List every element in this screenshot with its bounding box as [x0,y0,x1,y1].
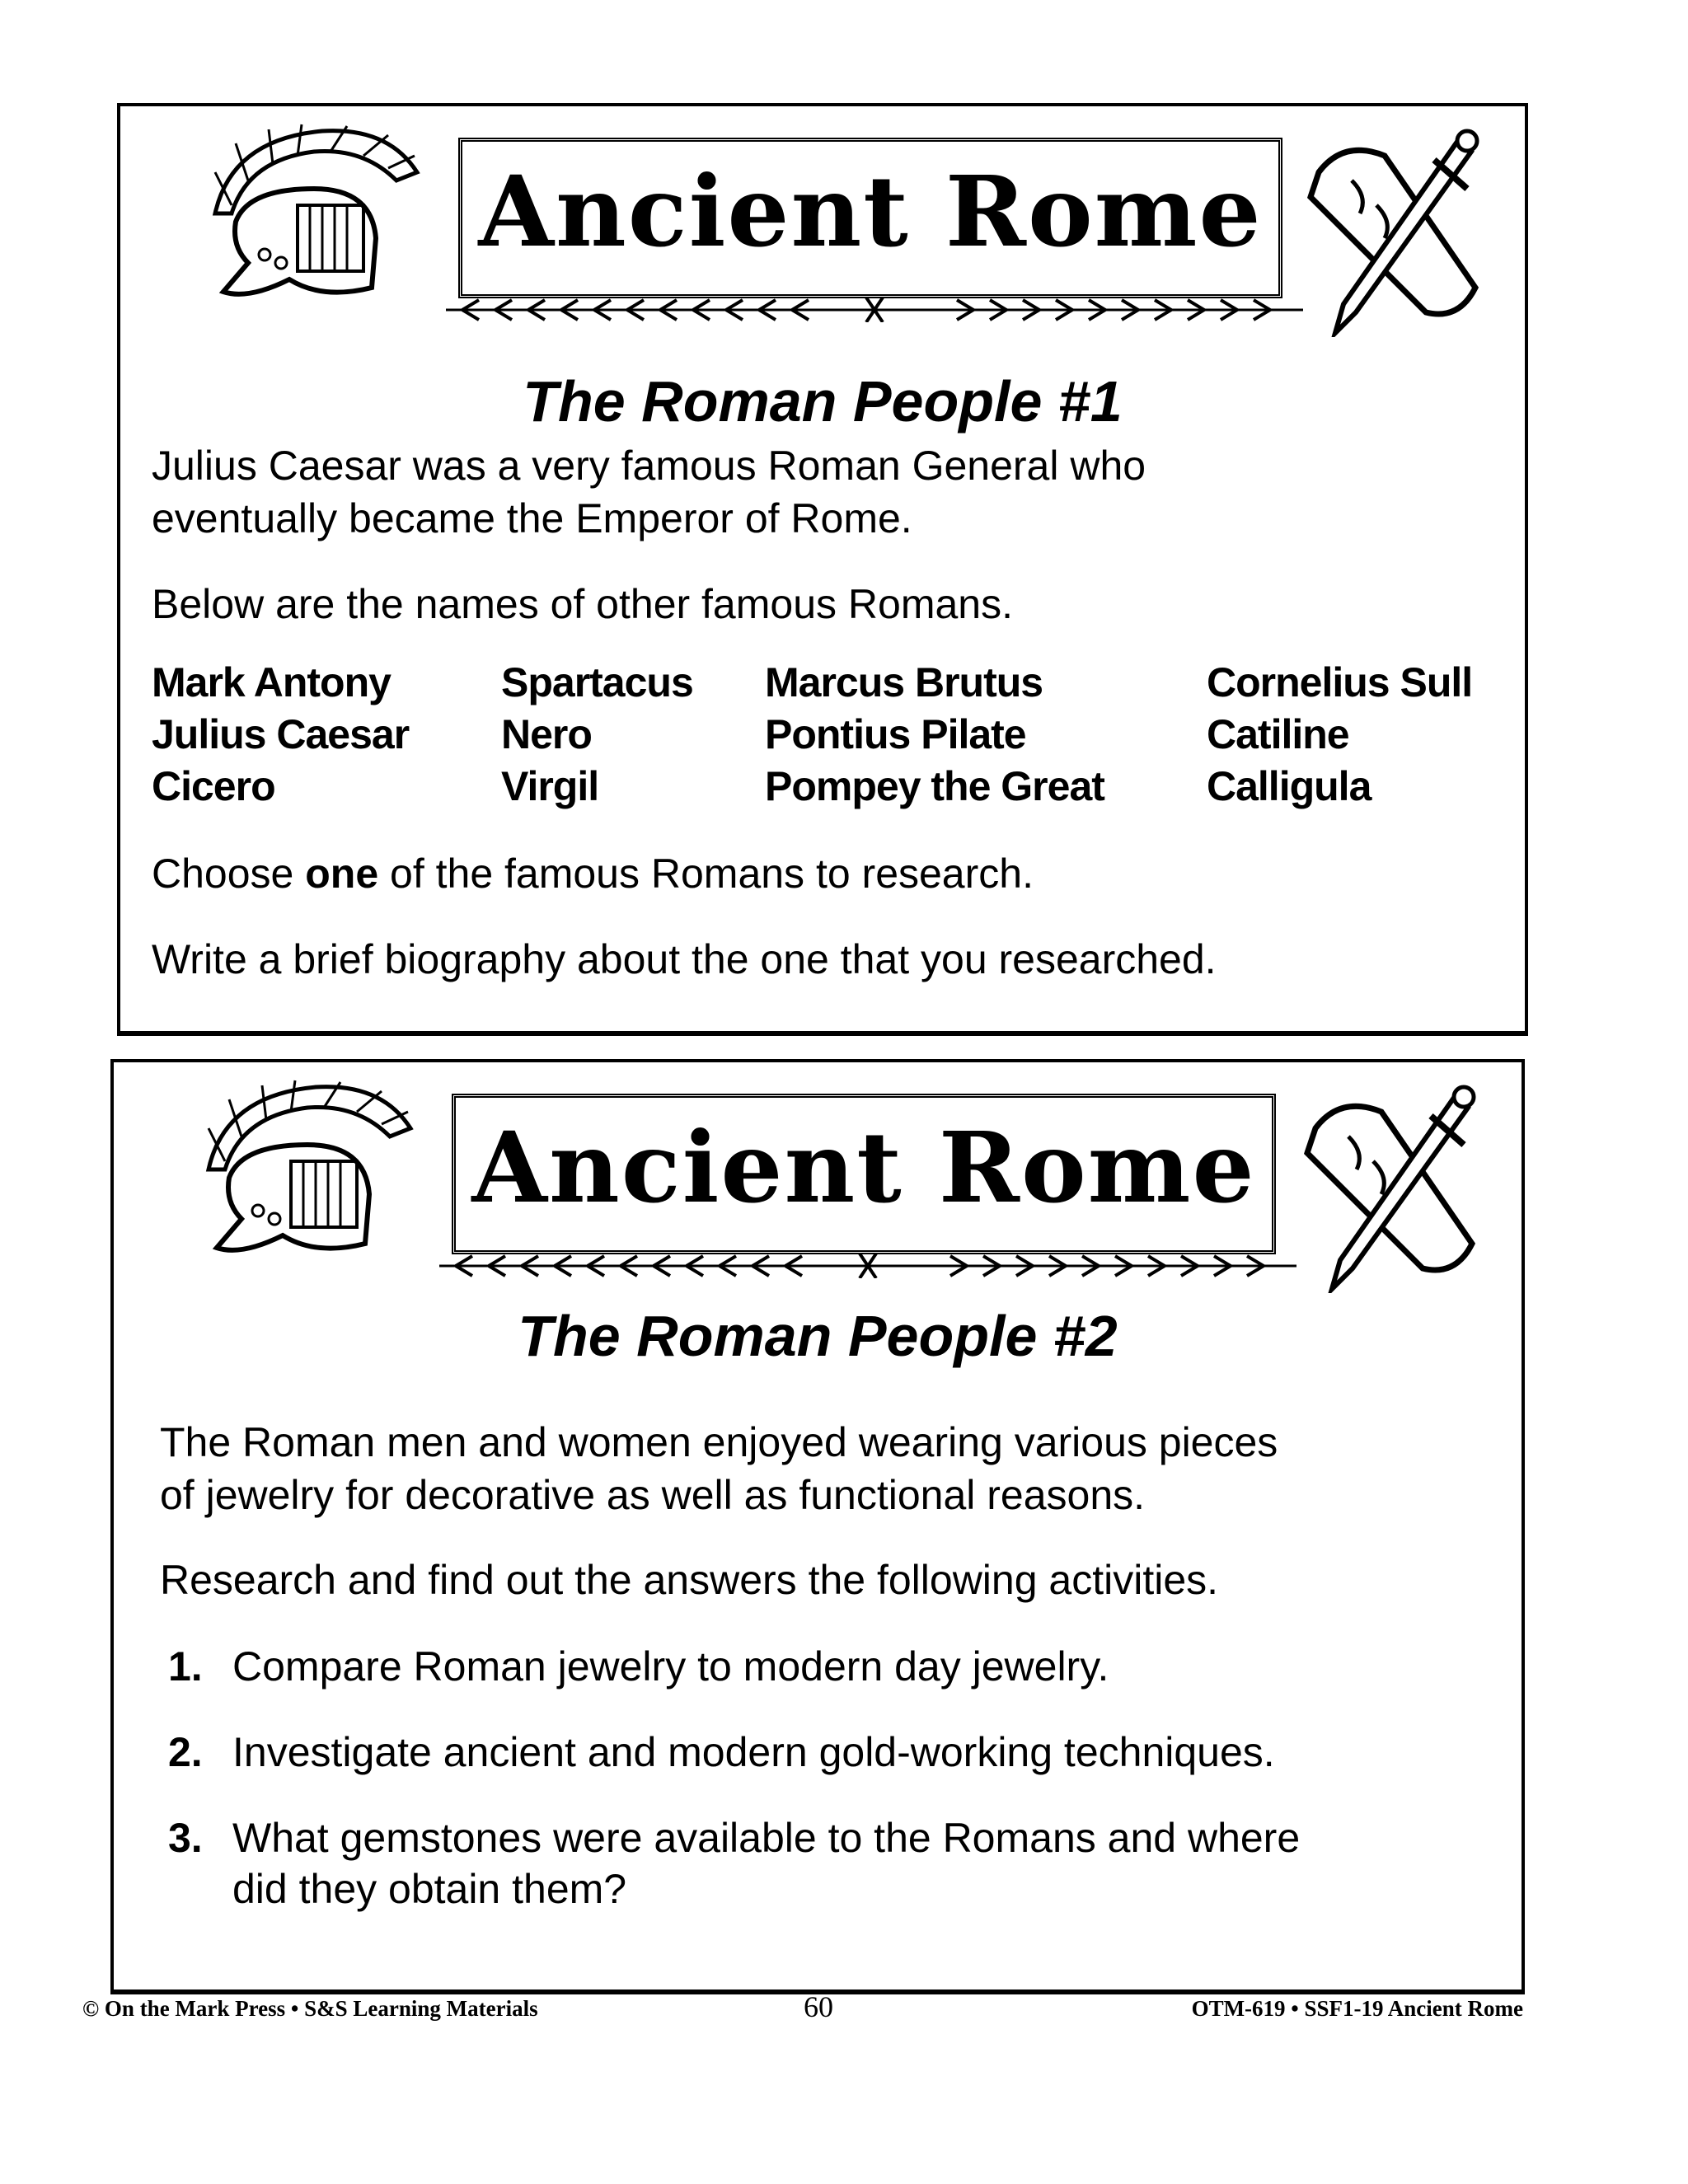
roman-name: Nero [501,711,592,757]
page-number: 60 [804,1990,833,2023]
choose-instruction [152,848,1034,899]
activity-item [168,1727,1275,1778]
roman-name: Spartacus [501,659,693,705]
activity-number: 2. [168,1729,203,1775]
shield-and-sword-icon [1291,1079,1480,1293]
choose-bold: one [305,851,379,897]
ancient-rome-banner [120,106,1525,354]
activity-subtitle: The Roman People #1 [523,369,1123,434]
roman-name: Pompey the Great [765,763,1104,809]
roman-name: Cicero [152,763,275,809]
intro-line: Julius Caesar was a very famous Roman General who [152,443,1146,489]
roman-name: Marcus Brutus [765,659,1043,705]
roman-name: Julius Caesar [152,711,410,757]
activity-number: 3. [168,1815,203,1861]
banner-frame [452,1094,1276,1254]
intro-line: eventually became the Emperor of Rome. [152,495,912,541]
choose-post: of the famous Romans to research. [378,851,1034,897]
roman-helmet-icon [199,123,421,304]
shield-and-sword-icon [1294,123,1484,337]
roman-name: Virgil [501,763,599,809]
write-instruction: Write a brief biography about the one that you researched. [152,936,1217,982]
roman-name: Pontius Pilate [765,711,1026,757]
research-text: Research and find out the answers the following activities. [160,1557,1219,1603]
activity-item [168,1641,1109,1692]
banner-frame [458,138,1282,298]
activity-text: Compare Roman jewelry to modern day jewelry. [232,1643,1109,1690]
activity-number: 1. [168,1643,203,1690]
roman-name: Calligula [1207,763,1372,809]
roman-name: Mark Antony [152,659,391,705]
below-text: Below are the names of other famous Romans. [152,581,1013,627]
activity-card-1 [117,103,1528,1036]
roman-name: Cornelius Sull [1207,659,1473,705]
activity-text: What gemstones were available to the Romans and where [232,1815,1301,1861]
activity-text: Investigate ancient and modern gold-working techniques. [232,1729,1275,1775]
activity-card-2 [110,1059,1525,1994]
laurel-garland-icon [439,1254,1296,1278]
activity-item [168,1812,1300,1863]
banner-title: Ancient Rome [478,154,1263,269]
footer-product-code: OTM-619 • SSF1-19 Ancient Rome [1191,1996,1523,2021]
ancient-rome-banner [114,1062,1522,1310]
footer-publisher: © On the Mark Press • S&S Learning Materials [82,1996,538,2021]
laurel-garland-icon [446,298,1303,322]
banner-title: Ancient Rome [471,1110,1256,1225]
intro-line: The Roman men and women enjoyed wearing various pieces [160,1419,1278,1465]
choose-pre: Choose [152,851,306,897]
roman-name: Catiline [1207,711,1349,757]
activity-subtitle: The Roman People #2 [518,1304,1118,1368]
intro-line: of jewelry for decorative as well as functional reasons. [160,1472,1146,1518]
activity-text-continued: did they obtain them? [232,1866,627,1912]
roman-helmet-icon [192,1079,415,1260]
